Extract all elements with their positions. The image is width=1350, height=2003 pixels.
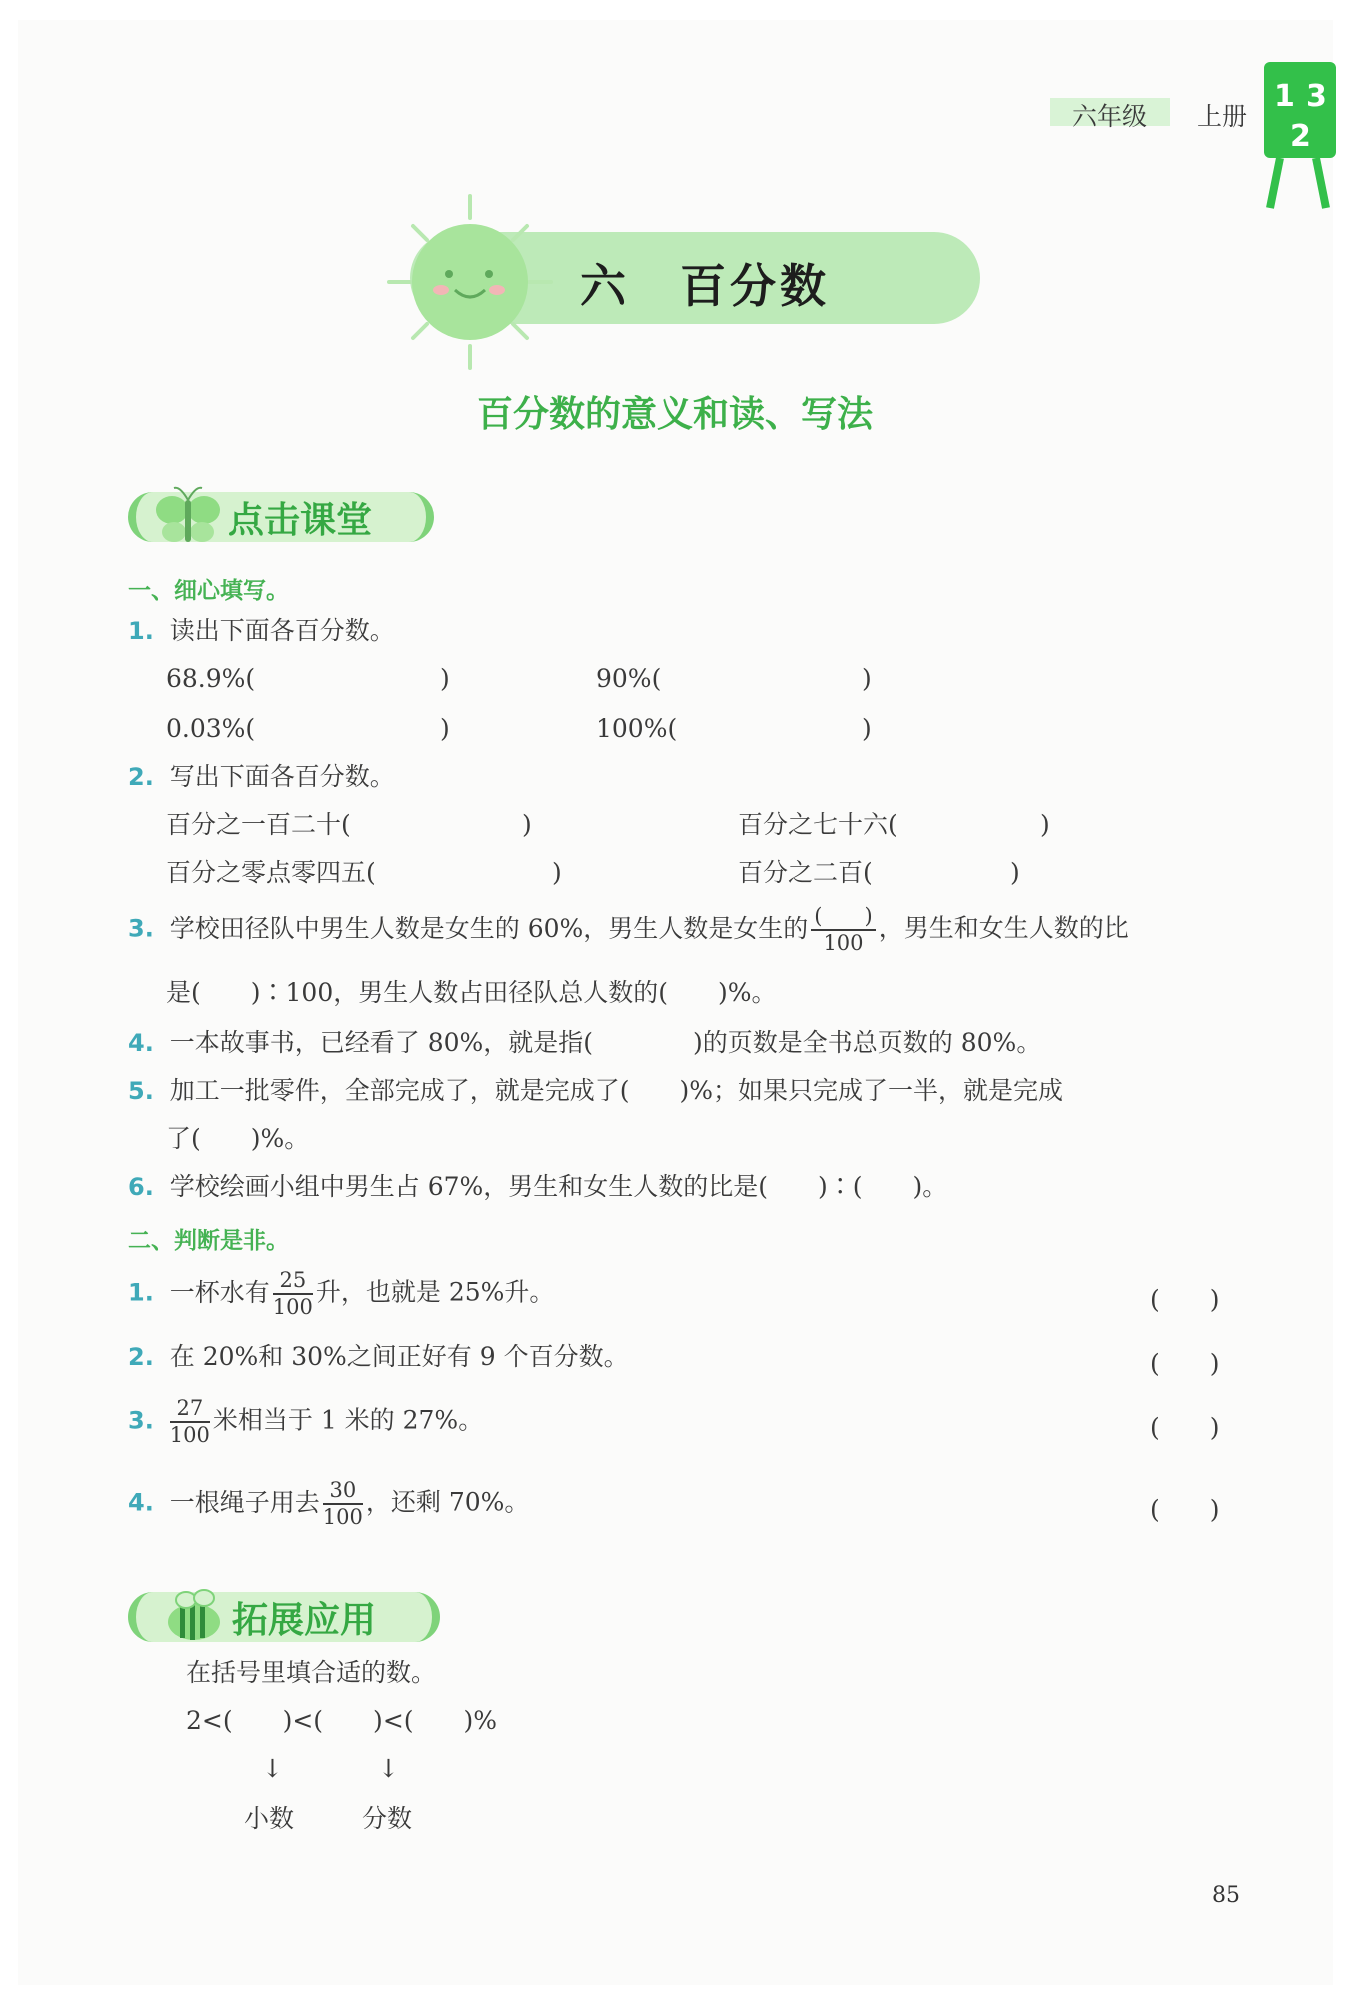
answer-close-paren: )	[440, 664, 450, 693]
arrow-down-icon: ↓	[378, 1754, 399, 1783]
fraction-blank-over-100[interactable]: $\frac{( )}{100}$	[811, 906, 875, 954]
question-number: 4.	[128, 1029, 154, 1057]
answer-close-paren: )	[522, 810, 532, 839]
arrow-down-icon: ↓	[262, 1754, 283, 1783]
question-5-line2: 了( )%。	[166, 1124, 310, 1153]
answer-close-paren: )	[1010, 858, 1020, 887]
fraction-25-100: $\frac{25}{100}$	[272, 1268, 313, 1319]
question-text: 一杯水有	[169, 1277, 270, 1307]
question-text-cont: ，还剩 70%。	[365, 1487, 530, 1517]
judge-question-1	[128, 1270, 554, 1318]
judge-answer-bracket-4[interactable]: ( )	[1150, 1495, 1220, 1524]
write-item-120[interactable]: 百分之一百二十(	[166, 810, 351, 839]
question-number: 5.	[128, 1077, 154, 1105]
extension-prompt: 在括号里填合适的数。	[186, 1658, 437, 1687]
question-text: 学校绘画小组中男生占 67%，男生和女生人数的比是( )∶( )。	[169, 1172, 948, 1201]
question-text-cont: 米相当于 1 米的 27%。	[212, 1405, 484, 1435]
question-text: 在 20%和 30%之间正好有 9 个百分数。	[169, 1342, 629, 1371]
question-1	[128, 618, 395, 643]
label-decimal: 小数	[244, 1804, 295, 1833]
question-number: 2.	[128, 1343, 154, 1371]
section-title-extension: 拓展应用	[232, 1600, 377, 1641]
question-number: 1.	[128, 1278, 154, 1307]
label-fraction: 分数	[362, 1804, 413, 1833]
butterfly-icon	[150, 482, 226, 552]
volume-label: 上册	[1197, 102, 1248, 131]
part1-heading: 一、细心填写。	[128, 578, 289, 604]
judge-answer-bracket-3[interactable]: ( )	[1150, 1413, 1220, 1442]
bee-icon	[160, 1584, 230, 1650]
grade-label: 六年级	[1072, 102, 1148, 131]
question-6	[128, 1174, 947, 1199]
question-text-cont: 升，也就是 25%升。	[315, 1277, 555, 1307]
question-number: 1.	[128, 617, 154, 645]
page-number: 85	[1212, 1883, 1240, 1908]
question-number: 3.	[128, 1406, 154, 1435]
question-5	[128, 1078, 1063, 1103]
question-text: 学校田径队中男生人数是女生的 60%，男生人数是女生的	[169, 913, 809, 943]
section-title-classroom: 点击课堂	[228, 500, 373, 541]
lesson-title: 百分数的意义和读、写法	[476, 394, 873, 435]
write-item-76[interactable]: 百分之七十六(	[738, 810, 898, 839]
answer-close-paren: )	[440, 714, 450, 743]
question-text: 读出下面各百分数。	[169, 616, 395, 645]
question-text: 一根绳子用去	[169, 1487, 320, 1517]
question-3	[128, 906, 1129, 954]
write-item-200[interactable]: 百分之二百(	[738, 858, 873, 887]
smiling-sun-icon	[385, 192, 555, 372]
question-text: 加工一批零件，全部完成了，就是完成了( )%；如果只完成了一半，就是完成	[169, 1076, 1064, 1105]
answer-close-paren: )	[552, 858, 562, 887]
question-text: 写出下面各百分数。	[169, 762, 395, 791]
fraction-30-100: $\frac{30}{100}$	[322, 1478, 363, 1529]
question-3-line2: 是( )∶100，男生人数占田径队总人数的( )%。	[166, 978, 777, 1007]
judge-answer-bracket-2[interactable]: ( )	[1150, 1349, 1220, 1378]
question-number: 2.	[128, 763, 154, 791]
answer-close-paren: )	[862, 714, 872, 743]
question-number: 3.	[128, 914, 154, 943]
question-2	[128, 764, 395, 789]
logo-digit-1: 1	[1274, 79, 1295, 114]
write-item-0-045[interactable]: 百分之零点零四五(	[166, 858, 376, 887]
judge-question-3	[128, 1398, 483, 1446]
percent-item-100[interactable]: 100%(	[596, 714, 678, 743]
judge-question-4	[128, 1480, 529, 1528]
question-4	[128, 1030, 1041, 1055]
question-number: 6.	[128, 1173, 154, 1201]
chalkboard-logo-icon	[1262, 58, 1342, 218]
answer-close-paren: )	[862, 664, 872, 693]
question-number: 4.	[128, 1488, 154, 1517]
percent-item-0-03[interactable]: 0.03%(	[166, 714, 256, 743]
logo-digit-2: 2	[1290, 119, 1311, 154]
inequality-expression[interactable]: 2<( )<( )<( )%	[186, 1706, 498, 1735]
percent-item-68-9[interactable]: 68.9%(	[166, 664, 256, 693]
judge-answer-bracket-1[interactable]: ( )	[1150, 1285, 1220, 1314]
part2-heading: 二、判断是非。	[128, 1228, 289, 1254]
question-text-cont: ，男生和女生人数的比	[878, 913, 1129, 943]
logo-digit-3: 3	[1306, 79, 1327, 114]
fraction-27-100: $\frac{27}{100}$	[169, 1396, 210, 1447]
question-text: 一本故事书，已经看了 80%，就是指( )的页数是全书总页数的 80%。	[169, 1028, 1042, 1057]
chapter-title: 六 百分数	[580, 259, 830, 313]
answer-close-paren: )	[1040, 810, 1050, 839]
judge-question-2	[128, 1344, 629, 1369]
percent-item-90[interactable]: 90%(	[596, 664, 662, 693]
